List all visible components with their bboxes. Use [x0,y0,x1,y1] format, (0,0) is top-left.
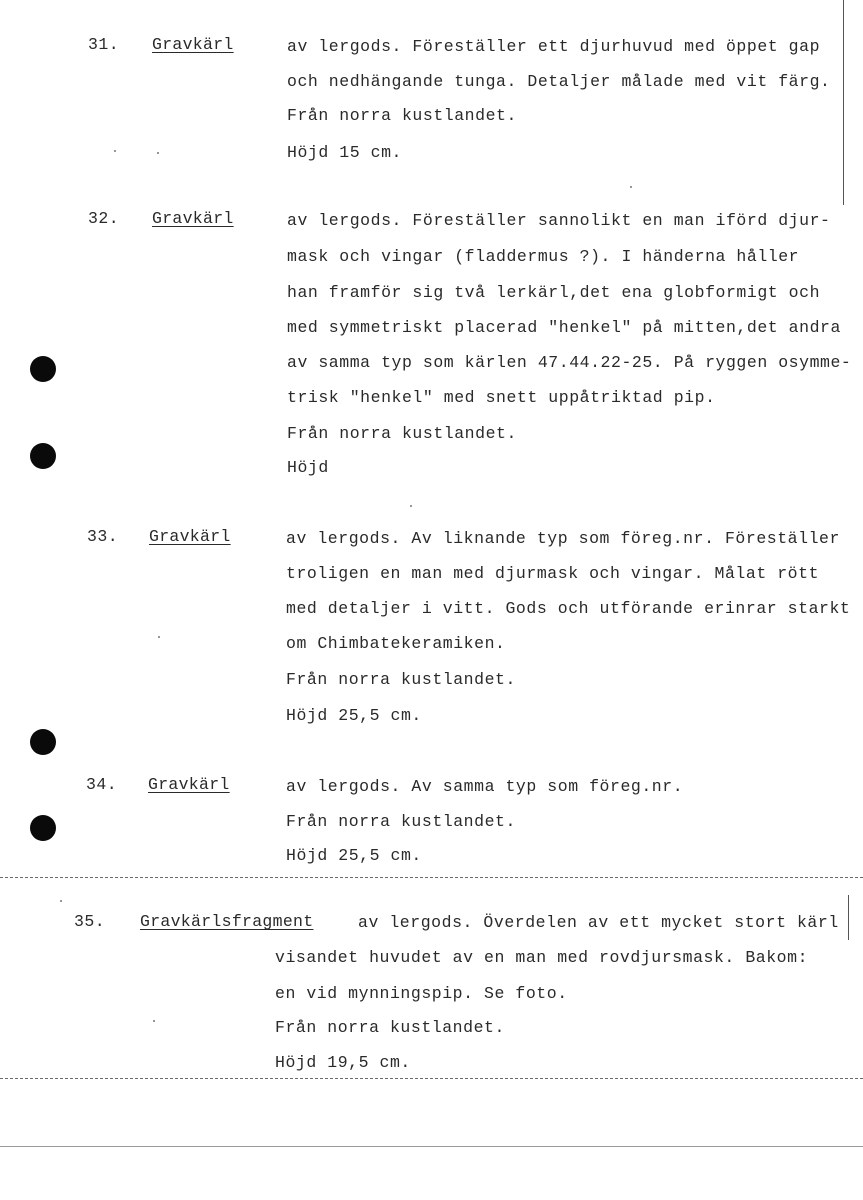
entry-line: Från norra kustlandet. [287,106,517,125]
entry-title: Gravkärl [152,35,234,54]
paper-speck [630,186,632,188]
entry-line: Höjd 19,5 cm. [275,1053,411,1072]
punch-hole [30,356,56,382]
entry-title: Gravkärl [148,775,230,794]
paper-speck [153,1020,155,1022]
entry-line: trisk "henkel" med snett uppåtriktad pip. [287,388,716,407]
entry-line: Höjd [287,458,329,477]
separator-rule [0,1146,863,1147]
entry-title: Gravkärlsfragment [140,912,314,931]
entry-line: Från norra kustlandet. [287,424,517,443]
paper-speck [410,505,412,507]
entry-line: en vid mynningspip. Se foto. [275,984,568,1003]
entry-number: 34. [86,775,118,794]
entry-line: av samma typ som kärlen 47.44.22-25. På ryggen osymme- [287,353,852,372]
right-edge-mark [843,0,844,205]
entry-line: troligen en man med djurmask och vingar. Målat rött [286,564,820,583]
paper-speck [114,150,116,152]
entry-line: om Chimbatekeramiken. [286,634,506,653]
entry-line: av lergods. Föreställer sannolikt en man iförd djur- [287,211,831,230]
entry-line: av lergods. Av samma typ som föreg.nr. [286,777,684,796]
paper-speck [158,636,160,638]
entry-line: med symmetriskt placerad "henkel" på mitten,det andra [287,318,841,337]
paper-speck [157,152,159,154]
entry-line: Från norra kustlandet. [286,670,516,689]
punch-hole [30,815,56,841]
entry-title: Gravkärl [152,209,234,228]
entry-number: 35. [74,912,106,931]
separator-rule [0,1078,863,1079]
entry-line: Höjd 25,5 cm. [286,846,422,865]
entry-line: av lergods. Överdelen av ett mycket stort kärl [358,913,839,932]
entry-line: av lergods. Av liknande typ som föreg.nr. Föreställer [286,529,840,548]
punch-hole [30,443,56,469]
entry-line: Höjd 15 cm. [287,143,402,162]
entry-line: och nedhängande tunga. Detaljer målade med vit färg. [287,72,831,91]
entry-number: 31. [88,35,120,54]
entry-number: 33. [87,527,119,546]
punch-hole [30,729,56,755]
entry-line: Höjd 25,5 cm. [286,706,422,725]
entry-title: Gravkärl [149,527,231,546]
entry-line: mask och vingar (fladdermus ?). I händerna håller [287,247,800,266]
entry-line: visandet huvudet av en man med rovdjursmask. Bakom: [275,948,809,967]
paper-speck [60,900,62,902]
entry-line: Från norra kustlandet. [275,1018,505,1037]
entry-line: med detaljer i vitt. Gods och utförande erinrar starkt [286,599,851,618]
entry-line: av lergods. Föreställer ett djurhuvud med öppet gap [287,37,821,56]
entry-number: 32. [88,209,120,228]
separator-rule [0,877,863,878]
entry-line: han framför sig två lerkärl,det ena globformigt och [287,283,821,302]
entry-line: Från norra kustlandet. [286,812,516,831]
right-edge-mark [848,895,849,940]
